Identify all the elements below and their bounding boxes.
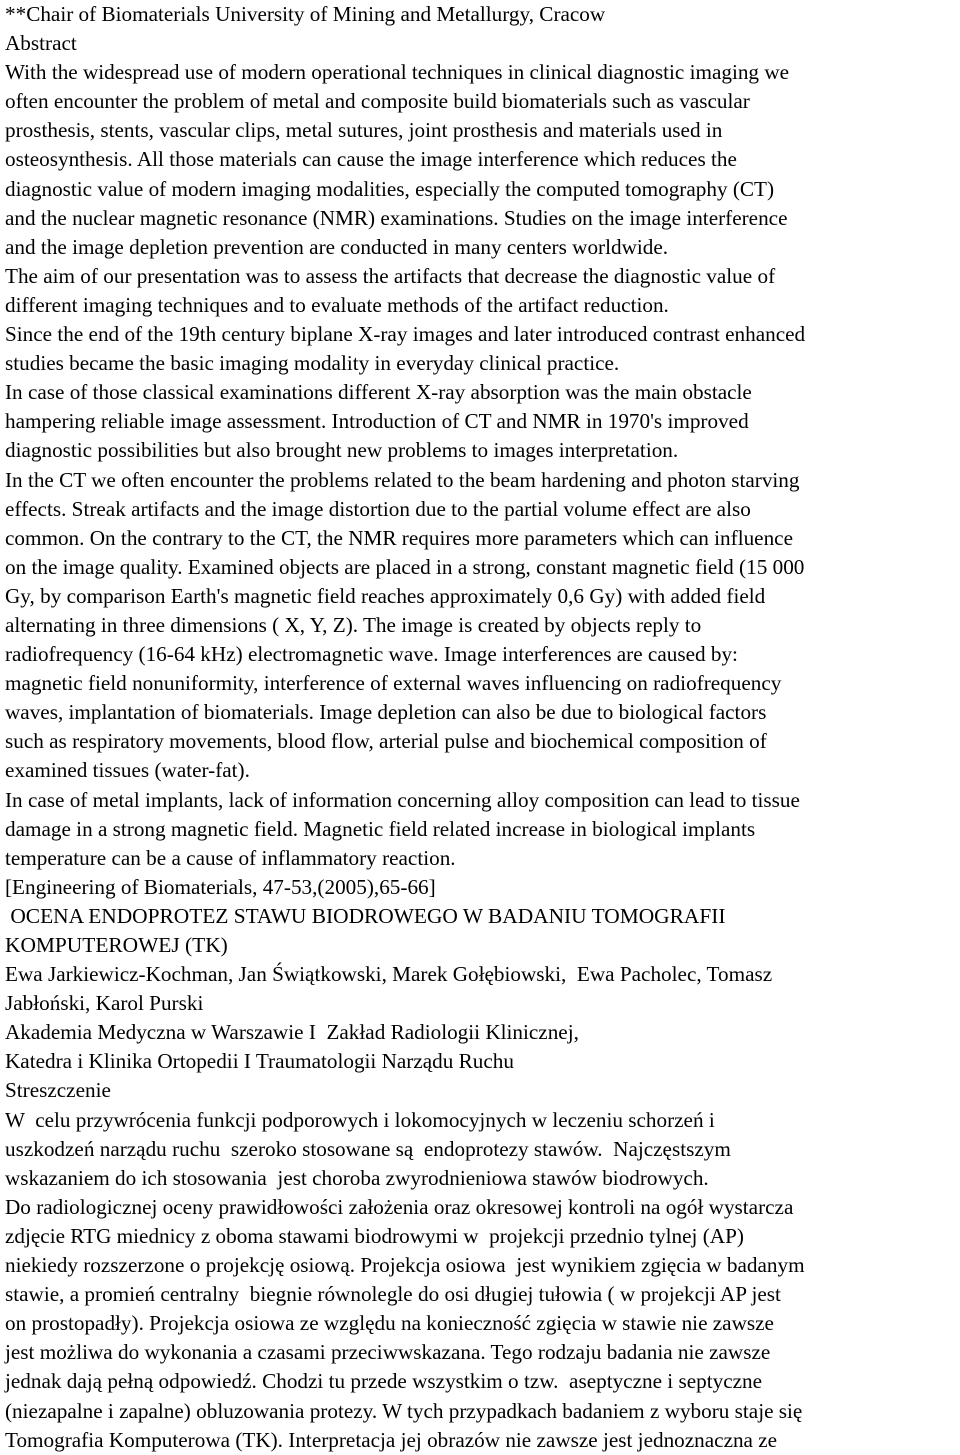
abstract-text-line: diagnostic possibilities but also brought new problems to images interpretation. — [5, 438, 679, 463]
document-page — [5, 0, 960, 1455]
abstract-text-line: damage in a strong magnetic field. Magnetic field related increase in biological implants — [5, 816, 756, 841]
abstract-text-line: Since the end of the 19th century biplane X-ray images and later introduced contrast enhanced — [5, 322, 806, 347]
abstract-text-line: prosthesis, stents, vascular clips, metal sutures, joint prosthesis and materials used in — [5, 118, 723, 143]
abstract-text-line: alternating in three dimensions ( X, Y, Z). The image is created by objects reply to — [5, 612, 702, 637]
abstract-heading: Abstract — [5, 31, 77, 56]
abstract-text-line: often encounter the problem of metal and composite build biomaterials such as vascular — [5, 89, 750, 114]
streszczenie-text-line: W celu przywrócenia funkcji podporowych i lokomocyjnych w leczeniu schorzeń i — [5, 1107, 715, 1132]
streszczenie-text-line: stawie, a promień centralny biegnie równolegle do osi długiej tułowia ( w projekcji AP jest — [5, 1282, 781, 1307]
abstract-text-line: temperature can be a cause of inflammatory reaction. — [5, 845, 456, 870]
streszczenie-text-line: Do radiologicznej oceny prawidłowości założenia oraz okresowej kontroli na ogół wystarcza — [5, 1194, 794, 1219]
article-title-line: OCENA ENDOPROTEZ STAWU BIODROWEGO W BADANIU TOMOGRAFII — [5, 903, 726, 928]
abstract-text-line: hampering reliable image assessment. Introduction of CT and NMR in 1970's improved — [5, 409, 749, 434]
abstract-text-line: Gy, by comparison Earth's magnetic field reaches approximately 0,6 Gy) with added field — [5, 583, 766, 608]
abstract-text-line: different imaging techniques and to evaluate methods of the artifact reduction. — [5, 292, 669, 317]
abstract-text-line: and the nuclear magnetic resonance (NMR) examinations. Studies on the image interference — [5, 205, 788, 230]
abstract-text-line: In the CT we often encounter the problems related to the beam hardening and photon starving — [5, 467, 800, 492]
abstract-text-line: With the widespread use of modern operational techniques in clinical diagnostic imaging we — [5, 60, 790, 85]
streszczenie-text-line: niekiedy rozszerzone o projekcję osiową. Projekcja osiowa jest wynikiem zgięcia w badanym — [5, 1253, 805, 1278]
authors-line: Ewa Jarkiewicz-Kochman, Jan Świątkowski, Marek Gołębiowski, Ewa Pacholec, Tomasz — [5, 962, 773, 987]
abstract-text-line: osteosynthesis. All those materials can cause the image interference which reduces the — [5, 147, 737, 172]
abstract-text-line: studies became the basic imaging modality in everyday clinical practice. — [5, 351, 620, 376]
abstract-text-line: diagnostic value of modern imaging modalities, especially the computed tomography (CT) — [5, 176, 775, 201]
streszczenie-text-line: Tomografia Komputerowa (TK). Interpretacja jej obrazów nie zawsze jest jednoznaczna ze — [5, 1427, 778, 1452]
streszczenie-text-line: zdjęcie RTG miednicy z oboma stawami biodrowymi w projekcji przednio tylnej (AP) — [5, 1223, 744, 1248]
abstract-text-line: examined tissues (water-fat). — [5, 758, 250, 783]
abstract-text-line: on the image quality. Examined objects are placed in a strong, constant magnetic field (15 000 — [5, 554, 805, 579]
abstract-text-line: waves, implantation of biomaterials. Image depletion can also be due to biological factors — [5, 700, 767, 725]
streszczenie-text-line: uszkodzeń narządu ruchu szeroko stosowane są endoprotezy stawów. Najczęstszym — [5, 1136, 731, 1161]
abstract-text-line: and the image depletion prevention are conducted in many centers worldwide. — [5, 234, 669, 259]
streszczenie-text-line: (niezapalne i zapalne) obluzowania protezy. W tych przypadkach badaniem z wyboru staje się — [5, 1398, 803, 1423]
article-title-line: KOMPUTEROWEJ (TK) — [5, 933, 228, 957]
streszczenie-text-line: wskazaniem do ich stosowania jest choroba zwyrodnieniowa stawów biodrowych. — [5, 1165, 709, 1190]
streszczenie-text-line: on prostopadły). Projekcja osiowa ze względu na konieczność zgięcia w stawie nie zawsze — [5, 1311, 774, 1336]
authors-line: Jabłoński, Karol Purski — [5, 991, 204, 1016]
abstract-text-line: In case of those classical examinations different X-ray absorption was the main obstacle — [5, 380, 752, 405]
abstract-text-line: common. On the contrary to the CT, the NMR requires more parameters which can influence — [5, 525, 793, 550]
streszczenie-text-line: jednak dają pełną odpowiedź. Chodzi tu przede wszystkim o tzw. aseptyczne i septyczne — [5, 1369, 762, 1394]
institution-line: Katedra i Klinika Ortopedii I Traumatologii Narządu Ruchu — [5, 1049, 514, 1074]
streszczenie-heading: Streszczenie — [5, 1078, 111, 1103]
streszczenie-text-line: jest możliwa do wykonania a czasami przeciwwskazana. Tego rodzaju badania nie zawsze — [5, 1340, 771, 1365]
abstract-text-line: The aim of our presentation was to assess the artifacts that decrease the diagnostic value of — [5, 263, 776, 288]
citation-line: [Engineering of Biomaterials, 47-53,(2005),65-66] — [5, 874, 436, 899]
abstract-text-line: such as respiratory movements, blood flow, arterial pulse and biochemical composition of — [5, 729, 767, 754]
abstract-text-line: magnetic field nonuniformity, interference of external waves influencing on radiofrequency — [5, 671, 782, 696]
abstract-text-line: radiofrequency (16-64 kHz) electromagnetic wave. Image interferences are caused by: — [5, 642, 738, 667]
abstract-text-line: In case of metal implants, lack of information concerning alloy composition can lead to tissue — [5, 787, 800, 812]
affiliation-line: **Chair of Biomaterials University of Mining and Metallurgy, Cracow — [5, 2, 606, 26]
institution-line: Akademia Medyczna w Warszawie I Zakład Radiologii Klinicznej, — [5, 1020, 579, 1045]
abstract-text-line: effects. Streak artifacts and the image distortion due to the partial volume effect are also — [5, 496, 751, 521]
